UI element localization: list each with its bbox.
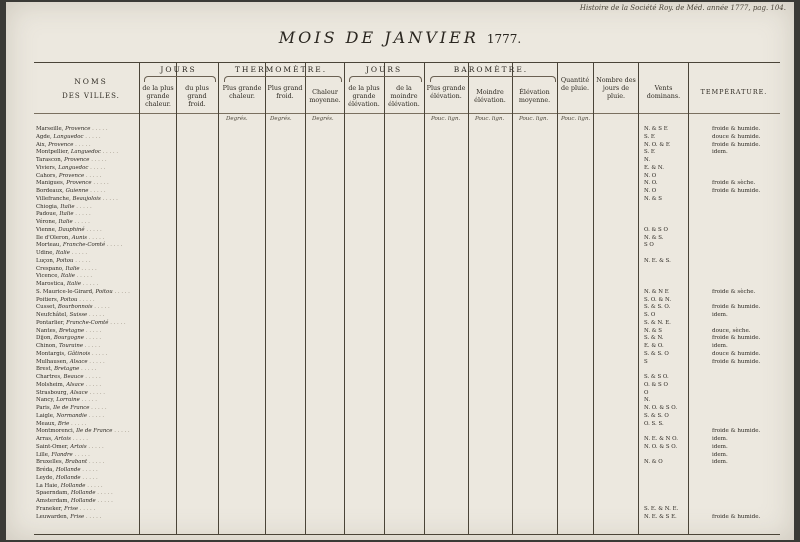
table-row bbox=[36, 188, 780, 196]
row-temperature: douce & humide. bbox=[712, 350, 761, 357]
city-province: Suisse bbox=[69, 312, 88, 318]
table-row bbox=[36, 165, 780, 173]
header-chaleur-moyenne: Chaleur moyenne. bbox=[309, 88, 341, 104]
row-city: Amsterdam, Hollande . . . . . bbox=[36, 498, 113, 504]
table-row bbox=[36, 421, 780, 429]
table-row bbox=[36, 514, 780, 522]
row-vents: N. bbox=[644, 397, 651, 404]
city-name: Lille, bbox=[36, 451, 52, 458]
table-row bbox=[36, 320, 780, 328]
city-name: Leuwarden, bbox=[36, 513, 71, 520]
header-quantite-pluie: Quantité de pluie. bbox=[560, 76, 590, 92]
row-city: Crespano, Italie . . . . . bbox=[36, 265, 97, 272]
city-province: Bretagne bbox=[54, 366, 80, 373]
row-city: Manigues, Provence . . . . . bbox=[36, 180, 109, 187]
city-name: Mulhausen, bbox=[36, 358, 70, 365]
table-row bbox=[36, 219, 780, 227]
row-city: Agde, Languedoc . . . . . bbox=[36, 133, 101, 140]
row-city: Chiogia, Italie . . . . . bbox=[36, 203, 92, 210]
header-elevation-moyenne: Élévation moyenne. bbox=[518, 88, 551, 104]
table-row bbox=[36, 235, 780, 243]
city-province: Frise bbox=[64, 505, 79, 512]
table-row bbox=[36, 297, 780, 305]
city-province: Italie bbox=[65, 265, 80, 272]
row-temperature: idem. bbox=[712, 343, 728, 349]
row-city: Cahors, Provence . . . . . bbox=[36, 172, 102, 179]
city-name: Vérone, bbox=[36, 219, 59, 225]
row-temperature: froide & sèche. bbox=[712, 180, 756, 187]
table-row bbox=[36, 335, 780, 343]
table-row bbox=[36, 506, 780, 514]
city-province: Provence bbox=[58, 172, 85, 179]
row-city: Franeker, Frise . . . . . bbox=[36, 505, 96, 512]
row-city: Luçon, Poitou . . . . . bbox=[36, 257, 91, 264]
table-row bbox=[36, 390, 780, 398]
row-city: Padoue, Italie . . . . . bbox=[36, 211, 91, 218]
table-row bbox=[36, 483, 780, 491]
header-jours-group-2: JOURS bbox=[365, 65, 403, 74]
row-vents: N. O. bbox=[644, 180, 658, 187]
row-city: Bordeaux, Guienne . . . . . bbox=[36, 188, 106, 194]
city-province: Frise bbox=[70, 513, 85, 520]
unit-degres: Degrés. bbox=[270, 116, 292, 122]
row-temperature: froide & humide. bbox=[712, 141, 761, 148]
table-row bbox=[36, 328, 780, 336]
row-vents: N. & S bbox=[644, 195, 663, 202]
row-temperature: douce, sèche. bbox=[712, 327, 751, 334]
city-name: Chartres, bbox=[36, 374, 64, 380]
row-vents: N. & S. bbox=[644, 234, 664, 241]
city-name: Montmorenci, bbox=[36, 428, 77, 435]
city-province: Languedoc bbox=[53, 133, 84, 140]
row-vents: N. & N E bbox=[644, 288, 669, 295]
table-row bbox=[36, 428, 780, 436]
row-temperature: douce & humide. bbox=[712, 133, 761, 140]
city-name: Crespano, bbox=[36, 265, 66, 272]
row-temperature: froide & sèche. bbox=[712, 288, 756, 295]
row-city: Cusset, Bourbonnois . . . . . bbox=[36, 304, 110, 311]
header-barometre-group: BAROMÈTRE. bbox=[453, 65, 529, 74]
row-city: Morteau, Franche-Comté . . . . . bbox=[36, 242, 123, 249]
header-noms: NOMS bbox=[74, 77, 108, 86]
city-name: Cahors, bbox=[36, 172, 59, 179]
row-city: Viviers, Languedoc . . . . . bbox=[36, 164, 106, 171]
row-city: Montargis, Gâtinois . . . . . bbox=[36, 350, 108, 357]
table-row bbox=[36, 351, 780, 359]
city-province: Languedoc bbox=[58, 164, 89, 171]
table-row bbox=[36, 359, 780, 367]
row-city: Vicence, Italie . . . . . bbox=[36, 273, 93, 280]
city-name: Spaerndam, bbox=[36, 490, 71, 497]
city-name: Strasbourg, bbox=[36, 389, 71, 396]
table-row bbox=[36, 312, 780, 320]
city-province: Artois bbox=[70, 443, 87, 450]
row-vents: O. S. S. bbox=[644, 420, 664, 427]
row-temperature: froide & humide. bbox=[712, 513, 761, 520]
table-row bbox=[36, 211, 780, 219]
document-page bbox=[6, 2, 794, 540]
unit-pouces: Pouc. lign. bbox=[475, 116, 505, 122]
city-name: Amsterdam, bbox=[36, 498, 71, 504]
table-row bbox=[36, 173, 780, 181]
city-province: Bourgogne bbox=[53, 335, 84, 342]
city-name: Morteau, bbox=[36, 242, 63, 249]
row-city: Molsheim, Alsace . . . . . bbox=[36, 381, 102, 388]
city-province: Brie bbox=[57, 420, 70, 427]
city-name: Villefranche, bbox=[36, 195, 73, 202]
table-row bbox=[36, 444, 780, 452]
row-vents: N. O. & S O. bbox=[644, 443, 678, 450]
row-temperature: froide & humide. bbox=[712, 188, 761, 194]
city-province: Italie bbox=[55, 250, 70, 256]
row-city: Lille, Flandre . . . . . bbox=[36, 451, 90, 458]
city-province: Poitou bbox=[56, 257, 74, 264]
city-name: Cusset, bbox=[36, 304, 58, 311]
city-province: Provence bbox=[65, 126, 91, 132]
city-name: La Haie, bbox=[36, 482, 61, 489]
header-plus-grande-elevation-b: Plus grande élévation. bbox=[426, 84, 466, 100]
row-vents: S. & N. bbox=[644, 335, 664, 342]
page-title bbox=[6, 28, 794, 47]
row-city: Bruxelles, Brabant . . . . . bbox=[36, 459, 105, 466]
row-vents: O bbox=[644, 389, 649, 396]
table-row bbox=[36, 304, 780, 312]
city-name: Poitiers, bbox=[36, 296, 61, 303]
row-vents: S O bbox=[644, 242, 654, 249]
row-vents: S. E bbox=[644, 149, 655, 156]
city-name: Brest, bbox=[36, 366, 55, 373]
table-row bbox=[36, 343, 780, 351]
row-vents: S. E. & N. E. bbox=[644, 505, 679, 512]
running-head: Histoire de la Société Roy. de Méd. année 1777, pag. 104. bbox=[579, 4, 786, 12]
row-vents: S. & S. O. bbox=[644, 304, 671, 311]
city-name: Viviers, bbox=[36, 164, 59, 171]
city-name: Udine, bbox=[36, 250, 56, 256]
city-province: Flandre bbox=[51, 451, 73, 458]
city-province: Alsace bbox=[70, 389, 88, 396]
row-city: Vienne, Dauphiné . . . . . bbox=[36, 226, 102, 233]
city-province: Hollande bbox=[55, 474, 81, 481]
unit-degres: Degrés. bbox=[226, 116, 248, 122]
header-brace bbox=[144, 76, 216, 82]
row-vents: S. & S O. bbox=[644, 374, 669, 380]
city-name: Bordeaux, bbox=[36, 188, 66, 194]
city-province: Italie bbox=[60, 273, 75, 280]
row-city: Spaerndam, Hollande . . . . . bbox=[36, 490, 113, 497]
row-vents: S. & N. E. bbox=[644, 319, 671, 326]
row-vents: N. E. & S. bbox=[644, 257, 671, 264]
header-brace bbox=[224, 76, 342, 82]
row-city: Vérone, Italie . . . . . bbox=[36, 219, 90, 225]
row-vents: N. O bbox=[644, 172, 657, 179]
row-city: Chinon, Touraine . . . . . bbox=[36, 343, 101, 349]
unit-degres: Degrés. bbox=[312, 116, 334, 122]
row-city: Chartres, Beauce . . . . . bbox=[36, 374, 101, 380]
table-row bbox=[36, 452, 780, 460]
row-city: Strasbourg, Alsace . . . . . bbox=[36, 389, 105, 396]
row-temperature: froide & humide. bbox=[712, 358, 761, 365]
row-city: Dijon, Bourgogne . . . . . bbox=[36, 335, 102, 342]
row-city: Nancy, Lorraine . . . . . bbox=[36, 397, 97, 404]
row-temperature: froide & humide. bbox=[712, 304, 761, 311]
city-province: Beaujolois bbox=[72, 195, 101, 202]
table-row bbox=[36, 196, 780, 204]
city-name: Tarascon, bbox=[36, 157, 65, 163]
city-province: Provence bbox=[48, 141, 74, 148]
row-temperature: idem. bbox=[712, 443, 728, 450]
row-vents: N. & S E bbox=[644, 126, 668, 132]
city-province: Poitou bbox=[60, 296, 78, 303]
table-row bbox=[36, 413, 780, 421]
city-name: Nantes, bbox=[36, 327, 59, 334]
city-province: Normandie bbox=[56, 412, 88, 419]
row-city: Leuwarden, Frise . . . . . bbox=[36, 513, 102, 520]
city-province: Lorraine bbox=[56, 397, 80, 404]
city-name: Vienne, bbox=[36, 226, 59, 233]
city-province: Ile de France bbox=[76, 428, 113, 435]
table-bottom-rule bbox=[34, 534, 780, 535]
city-name: Agde, bbox=[36, 133, 54, 140]
row-vents: N. & S bbox=[644, 327, 663, 334]
city-name: Leyde, bbox=[36, 474, 56, 481]
header-plus-grand-froid-t: Plus grand froid. bbox=[267, 84, 303, 100]
city-name: Aix, bbox=[36, 141, 49, 148]
table-row bbox=[36, 149, 780, 157]
row-vents: S. O. & N. bbox=[644, 296, 672, 303]
row-vents: N. O. & E bbox=[644, 141, 670, 148]
header-moindre-elevation-b: Moindre élévation. bbox=[474, 88, 506, 104]
row-vents: E. & O. bbox=[644, 343, 664, 349]
table-row bbox=[36, 397, 780, 405]
city-province: Gâtinois bbox=[67, 350, 91, 357]
unit-pouces: Pouc. lign. bbox=[519, 116, 549, 122]
table-row bbox=[36, 134, 780, 142]
city-province: Languedoc bbox=[70, 149, 101, 156]
row-city: Saint-Omer, Artois . . . . . bbox=[36, 443, 104, 450]
row-city: Laigle, Normandie . . . . . bbox=[36, 412, 105, 419]
row-temperature: froide & humide. bbox=[712, 126, 761, 132]
header-plus-grande-chaleur: de la plus grande chaleur. bbox=[142, 84, 174, 108]
row-temperature: idem. bbox=[712, 459, 728, 466]
row-temperature: idem. bbox=[712, 312, 728, 318]
row-temperature: froide & humide. bbox=[712, 335, 761, 342]
table-row bbox=[36, 126, 780, 134]
row-city: Leyde, Hollande . . . . . bbox=[36, 474, 98, 481]
row-city: La Haie, Hollande . . . . . bbox=[36, 482, 103, 489]
city-province: Alsace bbox=[69, 358, 88, 365]
table-top-rule bbox=[34, 62, 780, 63]
city-name: Arras, bbox=[36, 436, 55, 442]
city-name: Vicence, bbox=[36, 273, 61, 280]
row-city: Villefranche, Beaujolois . . . . . bbox=[36, 195, 118, 202]
city-province: Provence bbox=[66, 180, 92, 187]
city-name: S. Maurice-le-Girard, bbox=[36, 288, 96, 295]
city-province: Beauce bbox=[63, 374, 84, 380]
row-vents: O. & S O bbox=[644, 226, 668, 233]
city-province: Italie bbox=[60, 203, 75, 210]
table-row bbox=[36, 142, 780, 150]
city-province: Franche-Comté bbox=[66, 319, 109, 326]
city-province: Guienne bbox=[65, 188, 89, 194]
row-city: Aix, Provence . . . . . bbox=[36, 141, 91, 148]
city-name: Meaux, bbox=[36, 420, 58, 427]
city-province: Hollande bbox=[70, 498, 96, 504]
city-province: Alsace bbox=[66, 381, 84, 388]
table-row bbox=[36, 157, 780, 165]
row-vents: S. & S. O bbox=[644, 412, 669, 419]
unit-pouces: Pouc. lign. bbox=[431, 116, 461, 122]
table-row bbox=[36, 374, 780, 382]
city-name: Paris, bbox=[36, 405, 54, 411]
table-row bbox=[36, 289, 780, 297]
header-temperature: TEMPÉRATURE. bbox=[700, 88, 768, 96]
city-name: Bréda, bbox=[36, 467, 56, 473]
city-province: Italie bbox=[58, 219, 73, 225]
table-row bbox=[36, 227, 780, 235]
city-name: Luçon, bbox=[36, 257, 57, 264]
table-row bbox=[36, 180, 780, 188]
table-row bbox=[36, 242, 780, 250]
header-plus-grande-chaleur-t: Plus grande chaleur. bbox=[222, 84, 262, 100]
table-row bbox=[36, 382, 780, 390]
city-name: Padoue, bbox=[36, 211, 60, 218]
city-name: Laigle, bbox=[36, 412, 57, 419]
city-name: Saint-Omer, bbox=[36, 443, 71, 450]
row-city: Neufchâtel, Suisse . . . . . bbox=[36, 312, 105, 318]
header-nombre-jours-pluie: Nombre des jours de pluie. bbox=[596, 76, 636, 100]
city-name: Ile d'Oleron, bbox=[36, 234, 72, 241]
city-name: Bruxelles, bbox=[36, 459, 66, 466]
row-vents: S. & S. O bbox=[644, 350, 669, 357]
table-row bbox=[36, 475, 780, 483]
row-vents: N. O bbox=[644, 188, 657, 194]
city-province: Italie bbox=[59, 211, 74, 218]
city-name: Molsheim, bbox=[36, 381, 67, 388]
table-row bbox=[36, 204, 780, 212]
row-city: Tarascon, Provence . . . . . bbox=[36, 157, 107, 163]
city-name: Montargis, bbox=[36, 350, 68, 357]
city-province: Brabant bbox=[65, 459, 88, 466]
row-city: Marostica, Italie . . . . . bbox=[36, 281, 99, 287]
row-temperature: idem. bbox=[712, 149, 728, 156]
table-row bbox=[36, 258, 780, 266]
city-name: Nancy, bbox=[36, 397, 57, 404]
city-province: Dauphiné bbox=[58, 226, 85, 233]
header-brace bbox=[349, 76, 422, 82]
row-city: Marseille, Provence . . . . . bbox=[36, 126, 108, 132]
header-des-villes: DES VILLES. bbox=[62, 92, 120, 100]
row-vents: N. bbox=[644, 157, 651, 163]
city-province: Artois bbox=[54, 436, 71, 442]
header-plus-grande-elevation: de la plus grande élévation. bbox=[348, 84, 380, 108]
row-city: Montmorenci, Ile de France . . . . . bbox=[36, 428, 130, 435]
city-name: Marostica, bbox=[36, 281, 67, 287]
city-province: Provence bbox=[64, 157, 90, 163]
table-row bbox=[36, 281, 780, 289]
header-thermometre-group: THERMOMÈTRE. bbox=[234, 65, 328, 74]
row-vents: N. E. & S E. bbox=[644, 513, 677, 520]
city-province: Touraine bbox=[58, 343, 84, 349]
row-city: Udine, Italie . . . . . bbox=[36, 250, 88, 256]
table-row bbox=[36, 405, 780, 413]
title-text: MOIS DE JANVIER bbox=[278, 28, 479, 47]
city-province: Aunis bbox=[71, 234, 88, 241]
header-plus-grand-froid: du plus grand froid. bbox=[185, 84, 209, 108]
table-row bbox=[36, 266, 780, 274]
unit-pouces: Pouc. lign. bbox=[561, 116, 591, 122]
city-province: Italie bbox=[66, 281, 82, 287]
row-city: Brest, Bretagne . . . . . bbox=[36, 366, 97, 373]
table-row bbox=[36, 498, 780, 506]
table-row bbox=[36, 467, 780, 475]
row-temperature: idem. bbox=[712, 436, 728, 442]
table-row bbox=[36, 436, 780, 444]
city-province: Franche-Comté bbox=[62, 242, 106, 249]
row-vents: N. & O bbox=[644, 459, 663, 466]
row-vents: S. O bbox=[644, 312, 656, 318]
city-name: Marseille, bbox=[36, 126, 66, 132]
city-province: Hollande bbox=[70, 490, 96, 497]
city-province: Hollande bbox=[55, 467, 81, 473]
title-year: 1777. bbox=[486, 32, 522, 46]
city-name: Manigues, bbox=[36, 180, 67, 187]
row-city: Poitiers, Poitou . . . . . bbox=[36, 296, 95, 303]
city-name: Dijon, bbox=[36, 335, 54, 342]
row-city: S. Maurice-le-Girard, Poitou . . . . . bbox=[36, 288, 130, 295]
row-city: Montpellier, Languedoc . . . . . bbox=[36, 149, 119, 156]
city-name: Montpellier, bbox=[36, 149, 71, 156]
row-city: Bréda, Hollande . . . . . bbox=[36, 467, 98, 473]
city-province: Bretagne bbox=[58, 327, 85, 334]
city-name: Chiogia, bbox=[36, 203, 61, 210]
city-name: Neufchâtel, bbox=[36, 312, 70, 318]
city-province: Ile de France bbox=[53, 405, 90, 411]
row-city: Arras, Artois . . . . . bbox=[36, 436, 88, 442]
table-row bbox=[36, 459, 780, 467]
table-row bbox=[36, 250, 780, 258]
row-city: Mulhausen, Alsace . . . . . bbox=[36, 358, 105, 365]
row-city: Nantes, Bretagne . . . . . bbox=[36, 327, 102, 334]
table-row bbox=[36, 366, 780, 374]
city-province: Poitou bbox=[95, 288, 113, 295]
row-temperature: froide & humide. bbox=[712, 428, 761, 435]
city-name: Pontarlier, bbox=[36, 319, 67, 326]
row-city: Meaux, Brie . . . . . bbox=[36, 420, 87, 427]
row-city: Pontarlier, Franche-Comté . . . . . bbox=[36, 319, 126, 326]
row-city: Paris, Ile de France . . . . . bbox=[36, 405, 107, 411]
row-vents: E. & N. bbox=[644, 164, 664, 171]
city-name: Franeker, bbox=[36, 505, 65, 512]
header-moindre-elevation: de la moindre élévation. bbox=[388, 84, 420, 108]
header-jours-group: JOURS bbox=[160, 65, 197, 74]
table-row bbox=[36, 490, 780, 498]
row-vents: N. O. & S O. bbox=[644, 405, 678, 411]
row-vents: O. & S O bbox=[644, 381, 668, 388]
row-vents: S bbox=[644, 358, 648, 365]
table-row bbox=[36, 273, 780, 281]
city-name: Chinon, bbox=[36, 343, 59, 349]
header-brace bbox=[430, 76, 556, 82]
header-vents: Vents dominans. bbox=[646, 84, 681, 100]
header-bottom-rule bbox=[34, 113, 780, 114]
row-vents: N. E. & N O. bbox=[644, 436, 678, 442]
row-temperature: idem. bbox=[712, 451, 728, 458]
city-province: Hollande bbox=[60, 482, 86, 489]
row-city: Ile d'Oleron, Aunis . . . . . bbox=[36, 234, 105, 241]
city-province: Bourbonnois bbox=[57, 304, 93, 311]
row-vents: S. E bbox=[644, 133, 655, 140]
